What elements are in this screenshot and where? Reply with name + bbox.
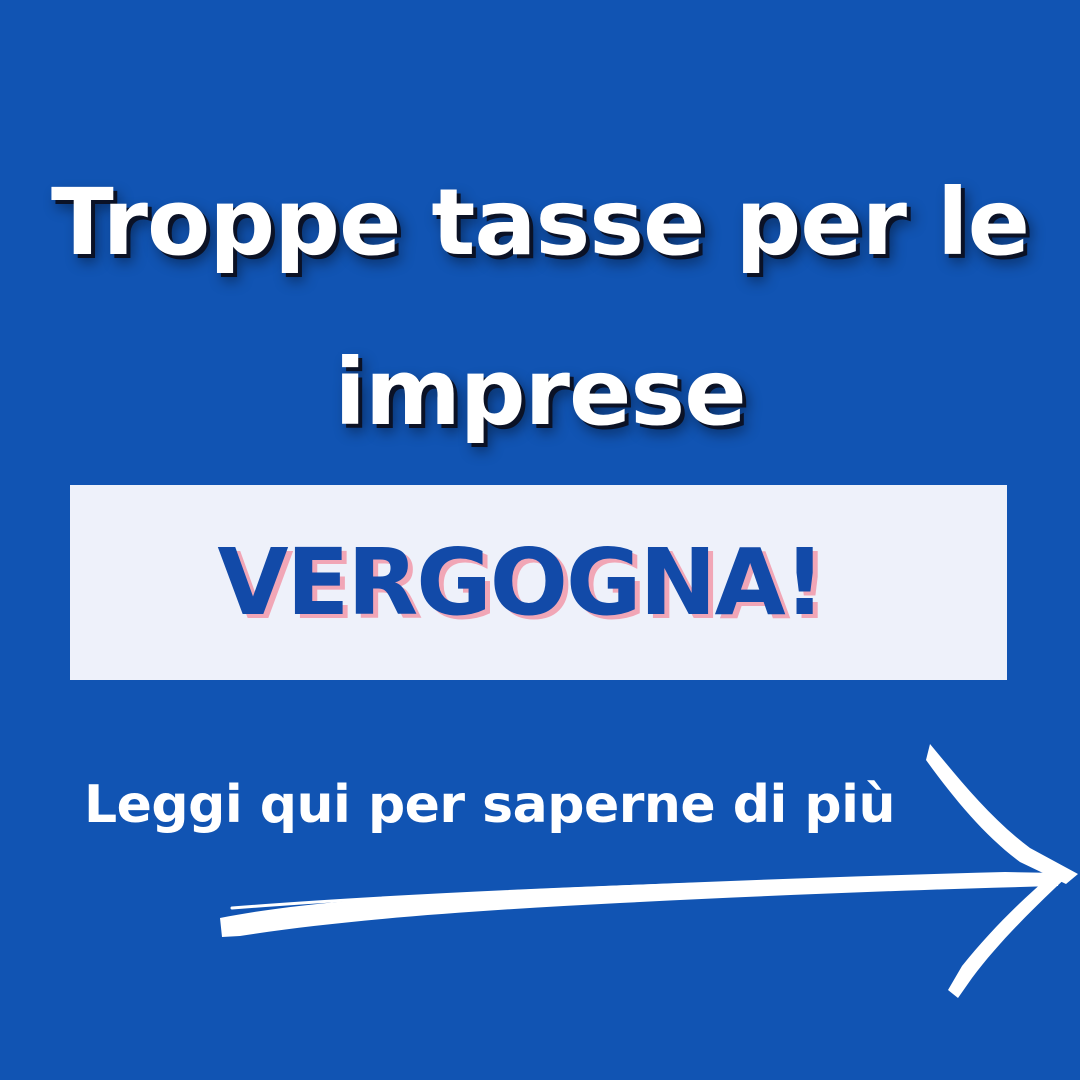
headline <box>0 138 1080 478</box>
headline-line-1: Troppe tasse per le <box>51 169 1029 276</box>
banner-text: VERGOGNA! <box>217 529 824 636</box>
read-more-link[interactable]: Leggi qui per saperne di più <box>84 775 895 835</box>
headline-line-2: imprese <box>334 339 746 446</box>
shame-banner <box>70 485 1007 680</box>
